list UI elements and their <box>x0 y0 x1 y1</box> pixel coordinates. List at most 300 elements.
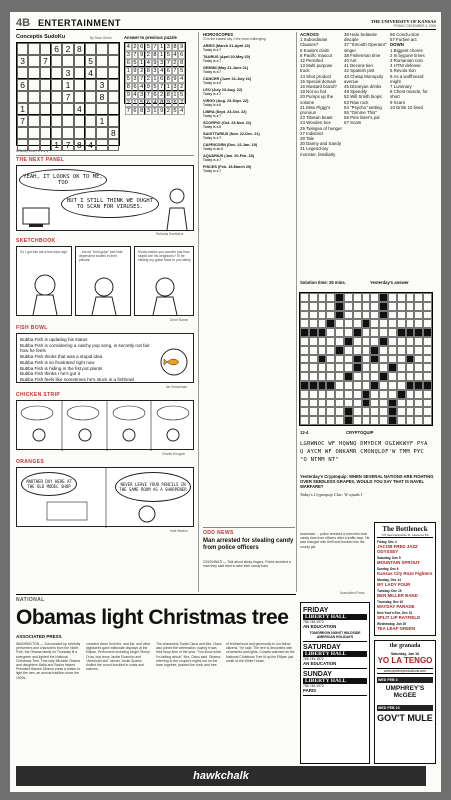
horoscopes-column <box>203 32 296 173</box>
answer-cell: 9 <box>173 76 177 82</box>
crossword-cell <box>406 363 415 372</box>
sudoku-cell <box>74 79 85 91</box>
crossword-cell <box>362 363 371 372</box>
crossword-cell <box>379 337 388 346</box>
sudoku-cell <box>17 91 28 103</box>
answer-cell: 7 <box>153 44 157 50</box>
answer-cell: 4 <box>180 108 184 114</box>
crossword-clue: 3 Romanian coin <box>390 58 423 64</box>
crossword-cell <box>335 372 344 381</box>
crossword-cell <box>353 407 362 416</box>
sudoku-cell: 7 <box>62 91 73 103</box>
sudoku-cell: 6 <box>17 79 28 91</box>
crossword-clue: 24 Wooden box <box>300 120 331 126</box>
answer-cell: 2 <box>146 52 150 58</box>
answer-cell: 6 <box>126 60 130 66</box>
liberty-title: LIBERTY HALL <box>303 678 367 684</box>
answer-cell: 8 <box>126 84 130 90</box>
sudoku-cell <box>96 139 107 151</box>
crossword-cell <box>370 407 379 416</box>
crossword-cell <box>362 319 371 328</box>
crossword-clue: 49 Speedily <box>344 89 367 95</box>
crossword-cell <box>414 302 423 311</box>
crossword-cell <box>344 381 353 390</box>
crossword-clue: 6 As a wolfhound might <box>390 73 424 84</box>
solution-time: Solution time: 25 mins. <box>300 280 346 285</box>
crossword-cell <box>353 399 362 408</box>
liberty-film: AN EDUCATION <box>303 661 337 666</box>
horoscopes-intro: 10 is the easiest day, 0 the most challenging. <box>203 37 267 41</box>
crossword-cell <box>406 302 415 311</box>
crossword-clue: 27 Indistinct <box>300 130 324 136</box>
event-date: Tuesday, Dec 15 <box>377 589 402 593</box>
crossword-cell <box>326 381 335 390</box>
newspaper-page <box>10 12 441 792</box>
crossword-cell <box>397 390 406 399</box>
crossword-cell <box>300 407 309 416</box>
crossword-cell <box>309 407 318 416</box>
sudoku-cell <box>96 43 107 55</box>
answer-cell: 8 <box>180 60 184 66</box>
crossword-cell <box>318 337 327 346</box>
crossword-clue: 14 Shot product <box>300 73 332 79</box>
crossword-cell <box>397 319 406 328</box>
crossword-cell <box>326 311 335 320</box>
crossword-clue: 43 Cheap Monopoly avenue <box>344 73 384 84</box>
sudoku-cell: 1 <box>96 115 107 127</box>
sudoku-byline: By Dave Green <box>90 36 112 40</box>
bottleneck-event-list <box>377 540 433 631</box>
cryptoquip-number: 12-4 <box>300 430 309 435</box>
crossword-cell <box>326 293 335 302</box>
crossword-cell <box>318 363 327 372</box>
umphreys-date: WED FEB 3 <box>377 677 433 683</box>
answer-cell: 3 <box>153 68 157 74</box>
crossword-cell <box>300 302 309 311</box>
answer-cell: 3 <box>140 92 144 98</box>
crossword-cell <box>388 302 397 311</box>
crossword-cell <box>406 311 415 320</box>
answer-cell: 1 <box>166 84 170 90</box>
sudoku-cell <box>28 43 39 55</box>
sudoku-cell <box>85 43 96 55</box>
answer-cell: 6 <box>146 100 150 106</box>
crossword-clue: 45 Disneyan drinks <box>344 84 382 90</box>
crossword-cell <box>362 302 371 311</box>
answer-cell: 1 <box>160 52 164 58</box>
crossword-cell <box>344 399 353 408</box>
sudoku-cell <box>85 115 96 127</box>
crossword-cell <box>414 372 423 381</box>
liberty-hall-schedule <box>303 605 367 696</box>
answer-cell: 6 <box>153 92 157 98</box>
liberty-day-block <box>303 642 367 669</box>
crossword-cell <box>318 328 327 337</box>
crossword-clue: 42 Spanish pint <box>344 68 375 74</box>
liberty-film: AN EDUCATION <box>303 624 337 629</box>
sudoku-cell <box>51 115 62 127</box>
horoscope-rating: Today is a 7 <box>203 48 222 52</box>
sudoku-cell <box>74 55 85 67</box>
answer-cell: 2 <box>160 92 164 98</box>
crossword-cell <box>414 381 423 390</box>
horoscope-sign: SCORPIO (Oct. 23-Nov. 21) <box>203 121 252 125</box>
sudoku-cell: 1 <box>17 103 28 115</box>
crossword-cell <box>370 337 379 346</box>
crossword-cell <box>388 293 397 302</box>
granada-date: Saturday, Jan 16 <box>390 652 420 656</box>
girl-figure-icon <box>27 271 63 315</box>
crossword-cell <box>335 363 344 372</box>
sudoku-cell: 7 <box>62 139 73 151</box>
crossword-cell <box>353 346 362 355</box>
crossword-cell <box>379 319 388 328</box>
crossword-cell <box>423 416 432 425</box>
crossword-cell <box>423 293 432 302</box>
liberty-promo: TOMORROW NIGHT! WILDSIDE AMERICAN HOLIDAYS <box>309 631 361 639</box>
fish-status-list <box>20 337 150 383</box>
answer-cell: 6 <box>160 76 164 82</box>
crossword-cell <box>379 346 388 355</box>
next-panel-credit: Nicholas Sambaluk <box>156 232 184 236</box>
crossword-cell <box>344 363 353 372</box>
granada-ad[interactable] <box>374 640 436 764</box>
crossword-clue: 5 Koala's claim <box>300 47 330 53</box>
crossword-cell <box>344 337 353 346</box>
crossword-cell <box>326 407 335 416</box>
answer-cell: 9 <box>140 52 144 58</box>
crossword-cell <box>423 355 432 364</box>
chicken-strip-comic <box>16 400 194 450</box>
crossword-cell <box>397 355 406 364</box>
answer-cell: 6 <box>133 84 137 90</box>
answer-cell: 7 <box>180 100 184 106</box>
crossword-cell <box>423 372 432 381</box>
crossword-cell <box>326 328 335 337</box>
answer-cell: 5 <box>173 100 177 106</box>
crossword-clue: 15 Special domain <box>300 78 337 84</box>
crossword-clue: 52 Will Smith biopic <box>344 94 383 100</box>
sudoku-cell: 8 <box>96 91 107 103</box>
national-headline: Obamas light Christmas tree <box>16 606 289 629</box>
crossword-cell <box>335 346 344 355</box>
horoscope-rating: Today is a 7 <box>203 70 222 74</box>
horoscope-sign: ARIES (March 21-April 19) <box>203 44 250 48</box>
sudoku-cell <box>108 103 119 115</box>
crossword-cell <box>344 328 353 337</box>
crossword-clue: 31 Legend-ary monster, familiarly <box>300 146 336 157</box>
crossword-cell <box>423 302 432 311</box>
fishbowl-icon <box>157 346 191 376</box>
sudoku-cell: 6 <box>51 43 62 55</box>
answer-cell: 1 <box>173 92 177 98</box>
crossword-clue: 9 Scant <box>390 99 405 105</box>
crossword-cell <box>318 390 327 399</box>
crossword-cell <box>370 302 379 311</box>
speech-bubble: BUT I STILL THINK WE OUGHT TO SCAN FOR VIRUSES. <box>61 190 159 218</box>
sudoku-cell: 4 <box>85 67 96 79</box>
crossword-cell <box>362 355 371 364</box>
crossword-cell <box>326 355 335 364</box>
crossword-cell <box>309 346 318 355</box>
crossword-cell <box>318 302 327 311</box>
crossword-cell <box>300 319 309 328</box>
page-header <box>16 18 436 30</box>
sudoku-cell: 2 <box>62 43 73 55</box>
sudoku-cell <box>74 127 85 139</box>
column-divider <box>198 32 199 592</box>
answer-cell: 5 <box>153 84 157 90</box>
crossword-clue: 54 "Psycho" setting <box>344 104 382 110</box>
answer-cell: 4 <box>140 84 144 90</box>
hawkchalk-banner[interactable] <box>16 766 426 786</box>
crossword-cell <box>362 416 371 425</box>
crossword-cell <box>300 311 309 320</box>
chicken-strip-label: CHICKEN STRIP <box>16 392 61 398</box>
crossword-cell <box>344 293 353 302</box>
answer-cell: 9 <box>126 92 130 98</box>
crossword-clue: 7 Luminary <box>390 84 412 90</box>
liberty-day: SATURDAY <box>303 644 341 651</box>
answer-cell: 9 <box>160 108 164 114</box>
answer-cell: 3 <box>133 76 137 82</box>
crossword-cell <box>335 381 344 390</box>
horoscope-sign: TAURUS (April 20-May 20) <box>203 55 250 59</box>
liberty-phone: 785.749.1972 <box>303 684 324 688</box>
crossword-clue: 8 Chest muscle, for short <box>390 89 428 100</box>
crossword-cell <box>344 302 353 311</box>
sudoku-cell <box>96 67 107 79</box>
crossword-cell <box>388 372 397 381</box>
crossword-cell <box>388 416 397 425</box>
event-act: Kansas City Roze Fighters <box>377 571 433 576</box>
crossword-clue: 2 In bygone times <box>390 52 425 58</box>
crossword-cell <box>353 372 362 381</box>
event-act: SPLIT LIP RAYFIELD <box>377 615 421 620</box>
crossword-cell <box>406 328 415 337</box>
sudoku-cell <box>40 67 51 79</box>
crossword-cell <box>335 416 344 425</box>
event-act: JACOB FRED JAZZ ODYSSEY <box>377 544 418 554</box>
fish-status-line: Bubba Fish thinks that was a stupid idea <box>20 354 103 360</box>
sudoku-cell: 8 <box>108 127 119 139</box>
liberty-day-block <box>303 605 367 642</box>
crossword-cell <box>379 355 388 364</box>
section-title: ENTERTAINMENT <box>38 18 121 28</box>
crossword-cell <box>344 355 353 364</box>
oranges-label: ORANGES <box>16 459 45 465</box>
crossword-cell <box>300 346 309 355</box>
sudoku-cell <box>51 67 62 79</box>
sudoku-cell <box>40 115 51 127</box>
answer-cell: 8 <box>140 108 144 114</box>
crossword-cell <box>423 337 432 346</box>
section-rule <box>16 594 296 595</box>
crossword-cell <box>318 319 327 328</box>
answer-cell: 3 <box>173 84 177 90</box>
crossword-cell <box>397 407 406 416</box>
crossword-cell <box>318 381 327 390</box>
yesterdays-answer: Yesterday's answer <box>370 280 409 285</box>
sudoku-cell <box>51 79 62 91</box>
crossword-cell <box>397 293 406 302</box>
event-act: MY LADY FOUR <box>377 582 411 587</box>
crossword-cell <box>397 381 406 390</box>
crossword-clue: 21 Miss Piggy's pronoun <box>300 104 331 116</box>
crossword-clue: 56 Pine lister's pal <box>344 115 380 121</box>
crossword-cell <box>406 346 415 355</box>
chicken-credit: Charlie Hoogner <box>162 452 186 456</box>
govt-mule-date: WED FEB 10 <box>377 705 433 711</box>
answer-cell: 5 <box>180 92 184 98</box>
event-date: Thursday, Dec 10 <box>377 600 404 604</box>
crossword-cell <box>397 337 406 346</box>
crossword-cell <box>353 355 362 364</box>
liberty-day: SUNDAY <box>303 671 332 678</box>
crossword-cell <box>318 311 327 320</box>
horoscope-sign: PISCES (Feb. 19-March 20) <box>203 165 252 169</box>
answer-cell: 4 <box>126 44 130 50</box>
girl-figure-icon <box>86 275 122 315</box>
story-column-1: WASHINGTON — Surrounded by celebrity performers and characters from the North Pole, the Obama family on Thursday lit a evergreen and lighted the National Christmas Tree. First lady Michelle Obama and daughters Malia and Sasha helped President Barack Obama press a button to light the tree, an annual tradition since the 1920s. <box>16 642 81 680</box>
crossword-cell <box>370 416 379 425</box>
crossword-cell <box>326 337 335 346</box>
sudoku-cell <box>96 55 107 67</box>
crossword-cell <box>335 355 344 364</box>
crossword-cell <box>335 319 344 328</box>
crossword-cell <box>370 319 379 328</box>
crossword-cell <box>300 355 309 364</box>
answer-cell: 2 <box>180 84 184 90</box>
sketch-caption: ...but do "kind guys" see hide dependent bodies in their pillows! <box>79 250 123 263</box>
crossword-cell <box>379 372 388 381</box>
sudoku-cell <box>62 127 73 139</box>
pipeline-url[interactable]: www.pipelineproductions.com <box>377 668 433 674</box>
dateline: FRIDAY, DECEMBER 4, 2009 <box>393 24 436 28</box>
crossword-cell <box>397 346 406 355</box>
event-date: Monday, Dec 14 <box>377 578 401 582</box>
crossword-cell <box>335 337 344 346</box>
sudoku-cell: 8 <box>74 139 85 151</box>
sketchbook-panel-1 <box>16 246 72 316</box>
sudoku-cell <box>40 91 51 103</box>
page-number: 4B <box>16 17 31 29</box>
answer-cell: 8 <box>146 68 150 74</box>
crossword-cell <box>406 381 415 390</box>
crossword-cell <box>423 363 432 372</box>
event-date: Friday, Dec 4 <box>377 540 397 544</box>
crossword-cell <box>379 311 388 320</box>
event-act: TEA LEAF GREEN <box>377 626 416 631</box>
crossword-cell <box>335 311 344 320</box>
crossword-cell <box>300 399 309 408</box>
crossword-clue: 23 Tibetan beast <box>300 115 333 121</box>
crossword-cell <box>397 302 406 311</box>
bottleneck-ad[interactable] <box>374 522 436 636</box>
answer-cell: 5 <box>146 44 150 50</box>
crossword-cell <box>362 328 371 337</box>
sudoku-cell <box>51 127 62 139</box>
horoscope-rating: Today is a 6 <box>203 81 222 85</box>
sudoku-cell: 3 <box>17 55 28 67</box>
crossword-clue: 55 "Gimme This" <box>344 110 377 116</box>
crossword-cell <box>326 372 335 381</box>
crossword-cell <box>423 381 432 390</box>
crossword-cell <box>353 381 362 390</box>
answer-cell: 9 <box>133 68 137 74</box>
crossword-clue: 20 Pumps up the volume <box>300 94 334 105</box>
sketchbook-panel-3 <box>134 246 194 316</box>
crossword-cell <box>362 390 371 399</box>
answer-cell: 4 <box>173 52 177 58</box>
crossword-cell <box>309 355 318 364</box>
answer-cell: 5 <box>133 60 137 66</box>
sudoku-cell <box>108 67 119 79</box>
crossword-cell <box>406 337 415 346</box>
crossword-clue: 10 Drink 10 lined <box>390 104 423 110</box>
crossword-cell <box>388 319 397 328</box>
liberty-hall-ad[interactable] <box>300 602 370 764</box>
next-panel-comic <box>16 165 194 231</box>
answer-cell: 7 <box>133 52 137 58</box>
crossword-cell <box>370 293 379 302</box>
answer-cell: 2 <box>133 44 137 50</box>
crossword-cell <box>397 311 406 320</box>
crossword-cell <box>379 302 388 311</box>
sudoku-cell <box>28 79 39 91</box>
story-column-3: The characters Santa Claus and Mrs. Claus also joined the celebration, saying it was their busy time of the year. "You know what I'm talking about," Mrs. Claus said. Obama, referring to the couple's nights out on the town together, praised the choir and tree. <box>156 642 222 668</box>
crossword-cell <box>335 302 344 311</box>
crossword-clue: 16 Mustard brand? <box>300 84 337 90</box>
crossword-cell <box>300 328 309 337</box>
sudoku-cell: 7 <box>40 55 51 67</box>
crossword-clue: 40 Ant <box>344 58 357 64</box>
sudoku-cell <box>74 67 85 79</box>
horoscopes-title: HOROSCOPES <box>203 32 234 37</box>
answer-cell: 2 <box>173 60 177 66</box>
crossword-cell <box>388 399 397 408</box>
cryptoquip-puzzle: LGRWNOC WF HQWNQ DMYDCM OGIWKWYF PYA Q AYCM WF ONKAMR CMONQLOF'W TMM PYC "O NTMM NT" <box>300 441 428 463</box>
horoscope-sign: VIRGO (Aug. 23-Sept. 22) <box>203 99 249 103</box>
crossword-cell <box>353 319 362 328</box>
story-column-4: of brotherhood and generosity to our fellow citizens," he said. The tree is decorated with ornaments and lights. Crowds watched as the National Christmas Tree lit up the Ellipse just south of the White House. <box>226 642 295 663</box>
crossword-clue: 29 Tale <box>300 136 315 142</box>
crossword-cell <box>423 407 432 416</box>
crossword-cell <box>344 311 353 320</box>
odd-news-credit: Associated Press <box>340 591 365 595</box>
crossword-cell <box>335 293 344 302</box>
sudoku-cell <box>96 103 107 115</box>
crossword-cell <box>300 363 309 372</box>
horoscope-list <box>203 44 296 173</box>
crossword-cell <box>318 399 327 408</box>
crossword-cell <box>353 390 362 399</box>
crossword-cell <box>318 416 327 425</box>
sketchbook-credit: Drew Stokes <box>170 318 189 322</box>
crossword-cell <box>414 407 423 416</box>
crossword-grid <box>299 292 433 426</box>
crossword-cell <box>344 416 353 425</box>
chicken-strip-drawing <box>17 401 195 451</box>
horoscope-sign: GEMINI (May 21-June 21) <box>203 66 249 70</box>
sudoku-cell <box>51 91 62 103</box>
crossword-clue: 53 Raw rock <box>344 99 369 105</box>
answer-cell: 3 <box>166 44 170 50</box>
crossword-cell <box>353 337 362 346</box>
liberty-day: FRIDAY <box>303 607 329 614</box>
crossword-cell <box>309 302 318 311</box>
crossword-cell <box>406 355 415 364</box>
